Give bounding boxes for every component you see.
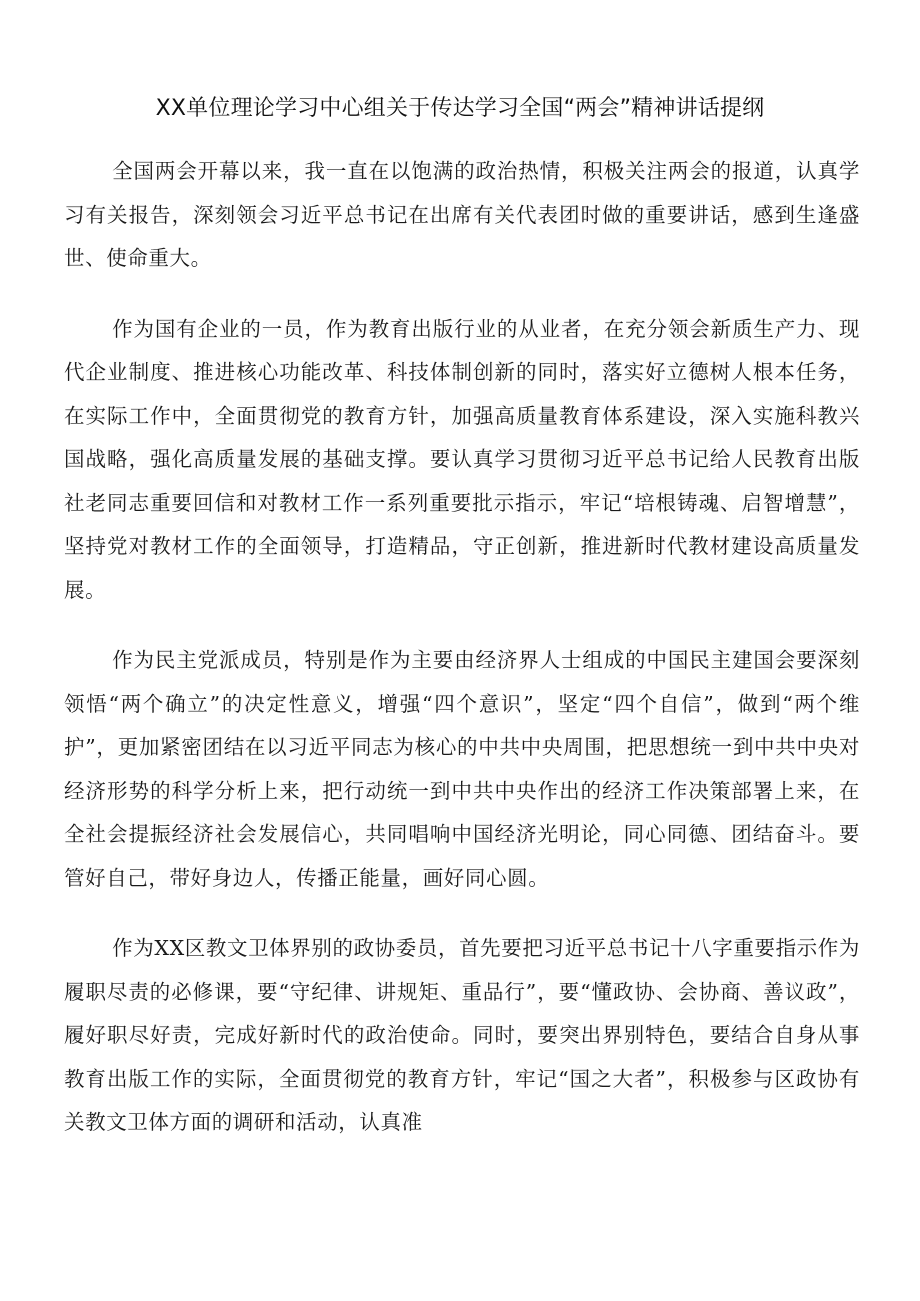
document-title: XX单位理论学习中心组关于传达学习全国“两会”精神讲话提纲	[155, 96, 765, 121]
paragraph-3: 作为民主党派成员，特别是作为主要由经济界人士组成的中国民主建国会要深刻领悟“两个确立”的决定性意义，增强“四个意识”，坚定“四个自信”，做到“两个维护”，更加紧密团结在以习近平同志为核心的中共中央周围，把思想统一到中共中央对经济形势的科学分析上来，把行动统一到中共中央作出的经济工作决策部署上来，在全社会提振经济社会发展信心，共同唱响中国经济光明论，同心同德、团结奋斗。要管好自己，带好身边人，传播正能量，画好同心圆。	[64, 648, 860, 890]
paragraph-1: 全国两会开幕以来，我一直在以饱满的政治热情，积极关注两会的报道，认真学习有关报告，深刻领会习近平总书记在出席有关代表团时做的重要讲话，感到生逢盛世、使命重大。	[64, 159, 860, 270]
paragraph-2: 作为国有企业的一员，作为教育出版行业的从业者，在充分领会新质生产力、现代企业制度、推进核心功能改革、科技体制创新的同时，落实好立德树人根本任务，在实际工作中，全面贯彻党的教育方针，加强高质量教育体系建设，深入实施科教兴国战略，强化高质量发展的基础支撑。要认真学习贯彻习近平总书记给人民教育出版社老同志重要回信和对教材工作一系列重要批示指示，牢记“培根铸魂、启智增慧”，坚持党对教材工作的全面领导，打造精品，守正创新，推进新时代教材建设高质量发展。	[64, 316, 860, 602]
paragraph-4: 作为XX区教文卫体界别的政协委员，首先要把习近平总书记十八字重要指示作为履职尽责的必修课，要“守纪律、讲规矩、重品行”，要“懂政协、会协商、善议政”，履好职尽好责，完成好新时代的政治使命。同时，要突出界别特色，要结合自身从事教育出版工作的实际，全面贯彻党的教育方针，牢记“国之大者”，积极参与区政协有关教文卫体方面的调研和活动，认真准	[64, 936, 860, 1134]
document-body	[64, 150, 860, 1172]
